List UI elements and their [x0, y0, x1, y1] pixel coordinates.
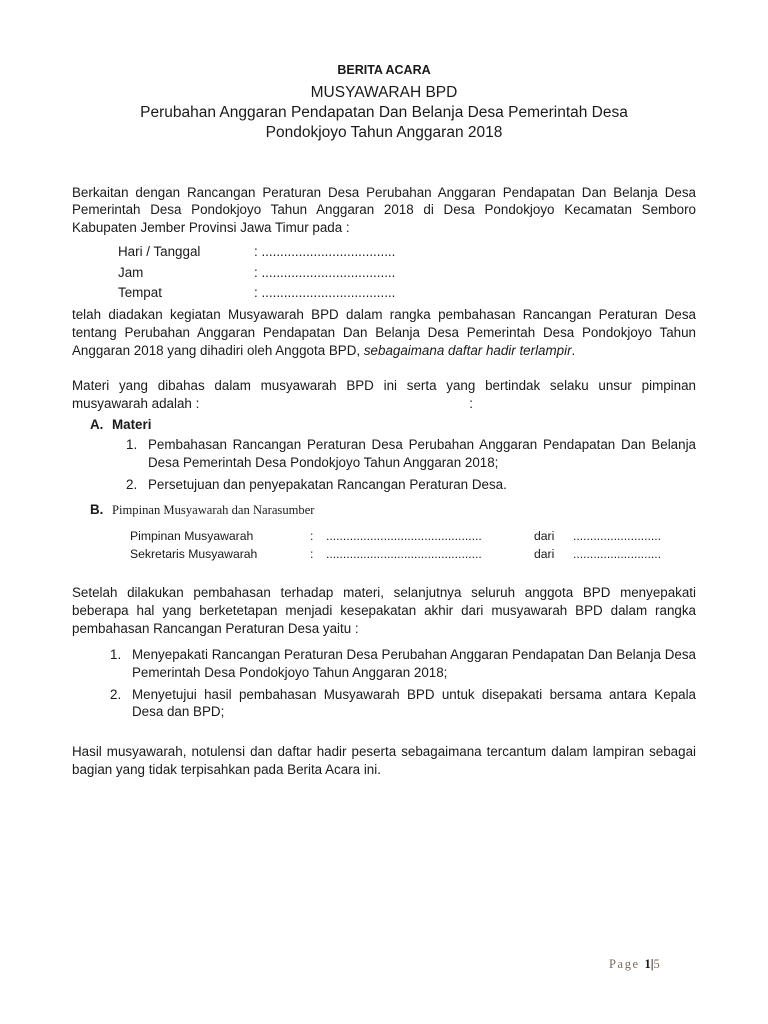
field-row	[118, 283, 696, 304]
leader-dots-2: ..........................	[573, 529, 662, 544]
document-body	[72, 56, 696, 778]
page-footer	[609, 956, 661, 973]
field-value: : ....................................	[254, 264, 396, 280]
list-item	[126, 436, 696, 471]
list-item	[110, 686, 696, 721]
section-a-letter: A.	[90, 416, 104, 432]
leaders-table	[72, 527, 696, 563]
materi-colon: :	[469, 396, 474, 412]
list-item-text: Persetujuan dan penyepakatan Rancangan Peraturan Desa.	[148, 476, 507, 492]
section-a-heading	[90, 416, 696, 434]
list-item-text: Menyetujui hasil pembahasan Musyawarah BPD untuk disepakati bersama antara Kepala Desa dan BPD;	[132, 686, 696, 720]
held-end: .	[571, 342, 576, 358]
doc-title: BERITA ACARA	[337, 63, 431, 77]
leader-dots: ..............................................	[326, 529, 482, 544]
list-item	[126, 476, 696, 494]
footer-total: 5	[653, 957, 662, 971]
field-label: Hari / Tanggal	[118, 244, 201, 260]
held-italic: sebagaimana daftar hadir terlampir	[363, 342, 572, 358]
leader-row	[130, 527, 696, 545]
held-paragraph	[72, 306, 696, 359]
field-value: : ....................................	[254, 244, 396, 260]
field-label: Tempat	[118, 285, 162, 301]
doc-subtitle: MUSYAWARAH BPD	[310, 83, 458, 101]
leader-dots-2: ..........................	[573, 547, 662, 562]
intro-paragraph: Berkaitan dengan Rancangan Peraturan Desa Perubahan Anggaran Pendapatan Dan Belanja Desa Pemerintah Desa Pondokjoyo Tahun Anggaran 2018 di Desa Pondokjoyo Kecamatan Semboro Kabupaten Jember Provinsi Jawa Timur pada :	[72, 184, 696, 236]
closing-paragraph: Hasil musyawarah, notulensi dan daftar hadir peserta sebagaimana tercantum dalam lampiran sebagai bagian yang tidak terpisahkan pada Berita Acara ini.	[72, 744, 696, 777]
doc-topic-line-2: Pondokjoyo Tahun Anggaran 2018	[265, 123, 503, 141]
list-item-num: 1.	[110, 647, 122, 663]
leader-label: Sekretaris Musyawarah	[130, 547, 258, 562]
list-item-num: 2.	[126, 476, 138, 492]
leader-colon: :	[310, 529, 314, 544]
list-item-num: 1.	[126, 437, 138, 453]
list-item	[110, 646, 696, 681]
leader-row	[130, 545, 696, 563]
field-label: Jam	[118, 264, 144, 280]
section-b-letter: B.	[90, 501, 104, 517]
event-fields	[118, 242, 696, 304]
materi-list	[126, 436, 696, 493]
footer-page-word: Page	[609, 957, 640, 971]
materi-intro-text: Materi yang dibahas dalam musyawarah BPD ini serta yang bertindak selaku unsur pimpinan musyawarah adalah :	[72, 378, 696, 412]
leader-dari: dari	[534, 547, 555, 562]
leader-dari: dari	[534, 529, 555, 544]
section-b-title: Pimpinan Musyawarah dan Narasumber	[112, 502, 315, 517]
leader-colon: :	[310, 547, 314, 562]
materi-intro	[72, 377, 696, 412]
list-item-text: Pembahasan Rancangan Peraturan Desa Perubahan Anggaran Pendapatan Dan Belanja Desa Pemerintah Desa Pondokjoyo Tahun Anggaran 2018;	[148, 437, 696, 471]
footer-page-num: 1	[644, 957, 651, 971]
leader-dots: ..............................................	[326, 547, 482, 562]
held-text: telah diadakan kegiatan Musyawarah BPD dalam rangka pembahasan Rancangan Peraturan Desa tentang Perubahan Anggaran Pendapatan Dan Belanja Desa Pemerintah Desa Pondokjoyo Tahun Anggaran 2018 yang dihadiri oleh Anggota BPD,	[72, 307, 696, 358]
section-a-title: Materi	[112, 416, 152, 432]
list-item-text: Menyepakati Rancangan Peraturan Desa Perubahan Anggaran Pendapatan Dan Belanja Desa Pemerintah Desa Pondokjoyo Tahun Anggaran 2018;	[132, 647, 696, 680]
decision-list	[110, 646, 696, 721]
list-item-num: 2.	[110, 686, 122, 702]
section-b-heading	[90, 501, 696, 519]
field-row	[118, 262, 696, 283]
footer-sep: |	[650, 957, 654, 971]
doc-topic-line-1: Perubahan Anggaran Pendapatan Dan Belanja Desa Pemerintah Desa	[140, 103, 628, 121]
leader-label: Pimpinan Musyawarah	[130, 529, 254, 544]
field-value: : ....................................	[254, 285, 396, 301]
conclusion-paragraph: Setelah dilakukan pembahasan terhadap materi, selanjutnya seluruh anggota BPD menyepakati beberapa hal yang berketetapan menjadi kesepakatan akhir dari musyawarah BPD dalam rangka pembahasan Rancangan Peraturan Desa yaitu :	[72, 585, 696, 636]
field-row	[118, 242, 696, 263]
